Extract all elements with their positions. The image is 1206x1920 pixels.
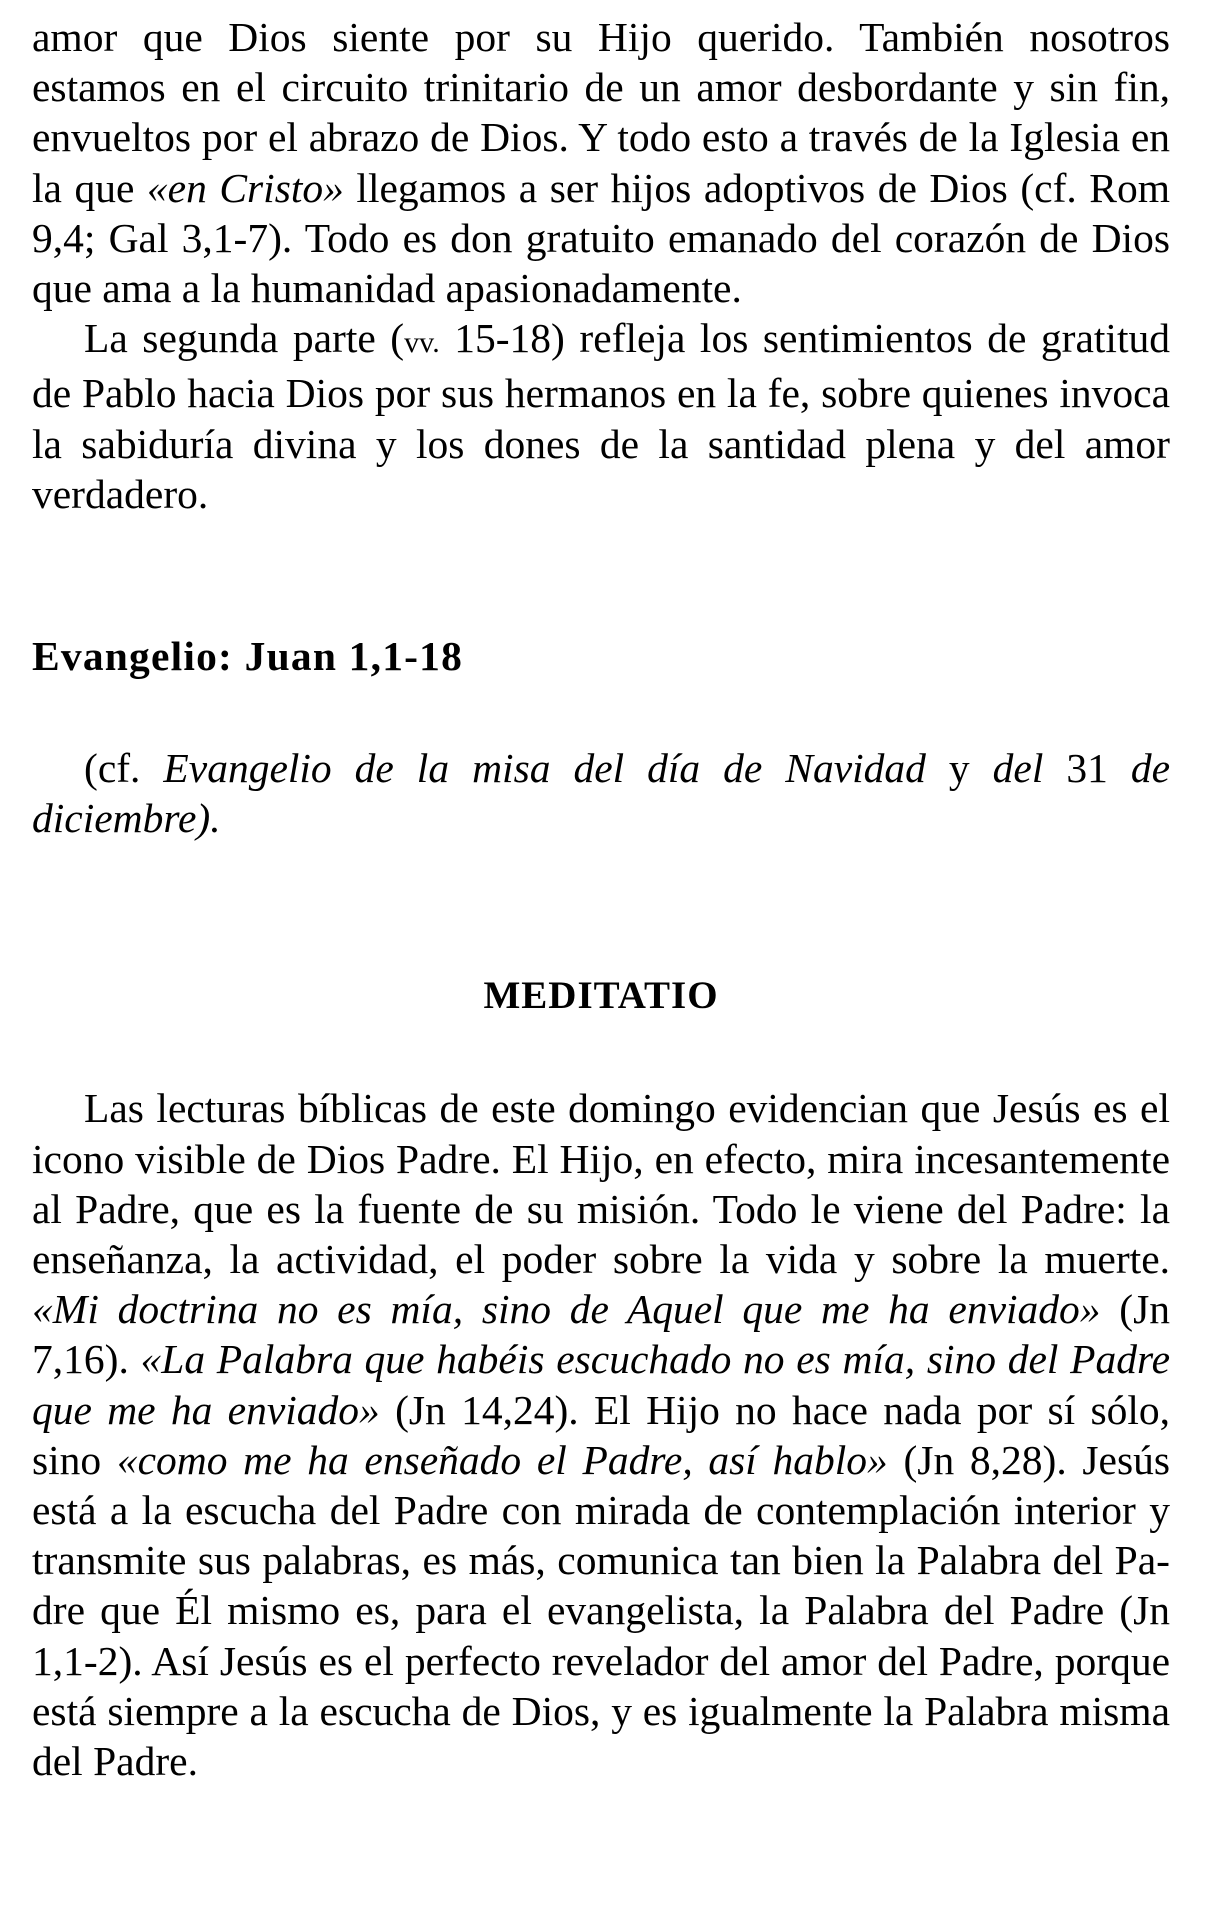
meditatio-text2: (Jn 7,16).: [32, 1286, 1170, 1383]
paragraph2-text2: 15-18) refleja los sentimientos de gratitud de Pablo hacia Dios por sus hermanos en la fe, sobre quienes invoca la sabiduría divina y los dones de la santidad plena y del amor verdadero.: [32, 315, 1170, 517]
paragraph1-text2: llegamos a ser hijos adoptivos de Dios (cf. Rom 9,4; Gal 3,1-7). Todo es don gratuito emanado del corazón de Dios que ama a la humanidad apasionadamente.: [32, 164, 1170, 312]
meditatio-quote2: «La Palabra que habéis escuchado no es mía, sino del Padre que me ha enviado»: [32, 1336, 1170, 1433]
gospel-note: [32, 743, 1170, 843]
gospel-note-text1: (cf.: [84, 745, 164, 792]
gospel-note-italic1: Evangelio de la misa del día de Navidad: [163, 745, 926, 792]
paragraph-second-part: [32, 313, 1170, 519]
meditatio-quote1: «Mi doctrina no es mía, sino de Aquel que me ha enviado»: [32, 1286, 1101, 1333]
paragraph1-text1: amor que Dios siente por su Hijo querido. También nosotros estamos en el circuito trinitario de un amor desbordante y sin fin, envueltos por el abrazo de Dios. Y todo esto a través de la Iglesia en la que: [32, 14, 1170, 211]
meditatio-text4: (Jn 8,28). Jesús está a la escucha del Padre con mirada de contemplación interior y transmite sus palabras, es más, comunica tan bien la Palabra del Padre que Él mismo es, para el evangelista, la Palabra del Padre (Jn 1,1-2). Así Jesús es el perfecto revelador del amor del Padre, porque está siempre a la escucha de Dios, y es igualmente la Palabra misma del Padre.: [32, 1436, 1170, 1785]
paragraph2-verses-abbrev: vv.: [404, 326, 440, 360]
meditatio-text1: Las lecturas bíblicas de este domingo evidencian que Jesús es el icono visible de Dios Padre. El Hijo, en efecto, mira incesantemente al Padre, que es la fuente de su misión. Todo le viene del Padre: la enseñanza, la actividad, el poder sobre la vida y sobre la muerte.: [32, 1085, 1170, 1283]
paragraph2-text1: La segunda parte (: [84, 315, 405, 362]
paragraph1-italic-quote: «en Cristo»: [146, 164, 344, 211]
meditatio-paragraph: [32, 1083, 1170, 1786]
gospel-note-italic2: del: [992, 745, 1044, 792]
gospel-heading: Evangelio: Juan 1,1-18: [32, 633, 464, 680]
gospel-note-text2: y: [925, 745, 993, 792]
document-page: [32, 12, 1170, 1786]
paragraph-continuation: [32, 12, 1170, 313]
meditatio-quote3: «como me ha enseñado el Padre, así hablo»: [116, 1436, 888, 1483]
gospel-note-italic3: de diciembre).: [32, 745, 1170, 842]
meditatio-text3: (Jn 14,24). El Hijo no hace nada por sí sólo, sino: [32, 1386, 1170, 1483]
meditatio-title: MEDITATIO: [483, 974, 719, 1018]
gospel-note-text3: 31: [1043, 745, 1131, 792]
